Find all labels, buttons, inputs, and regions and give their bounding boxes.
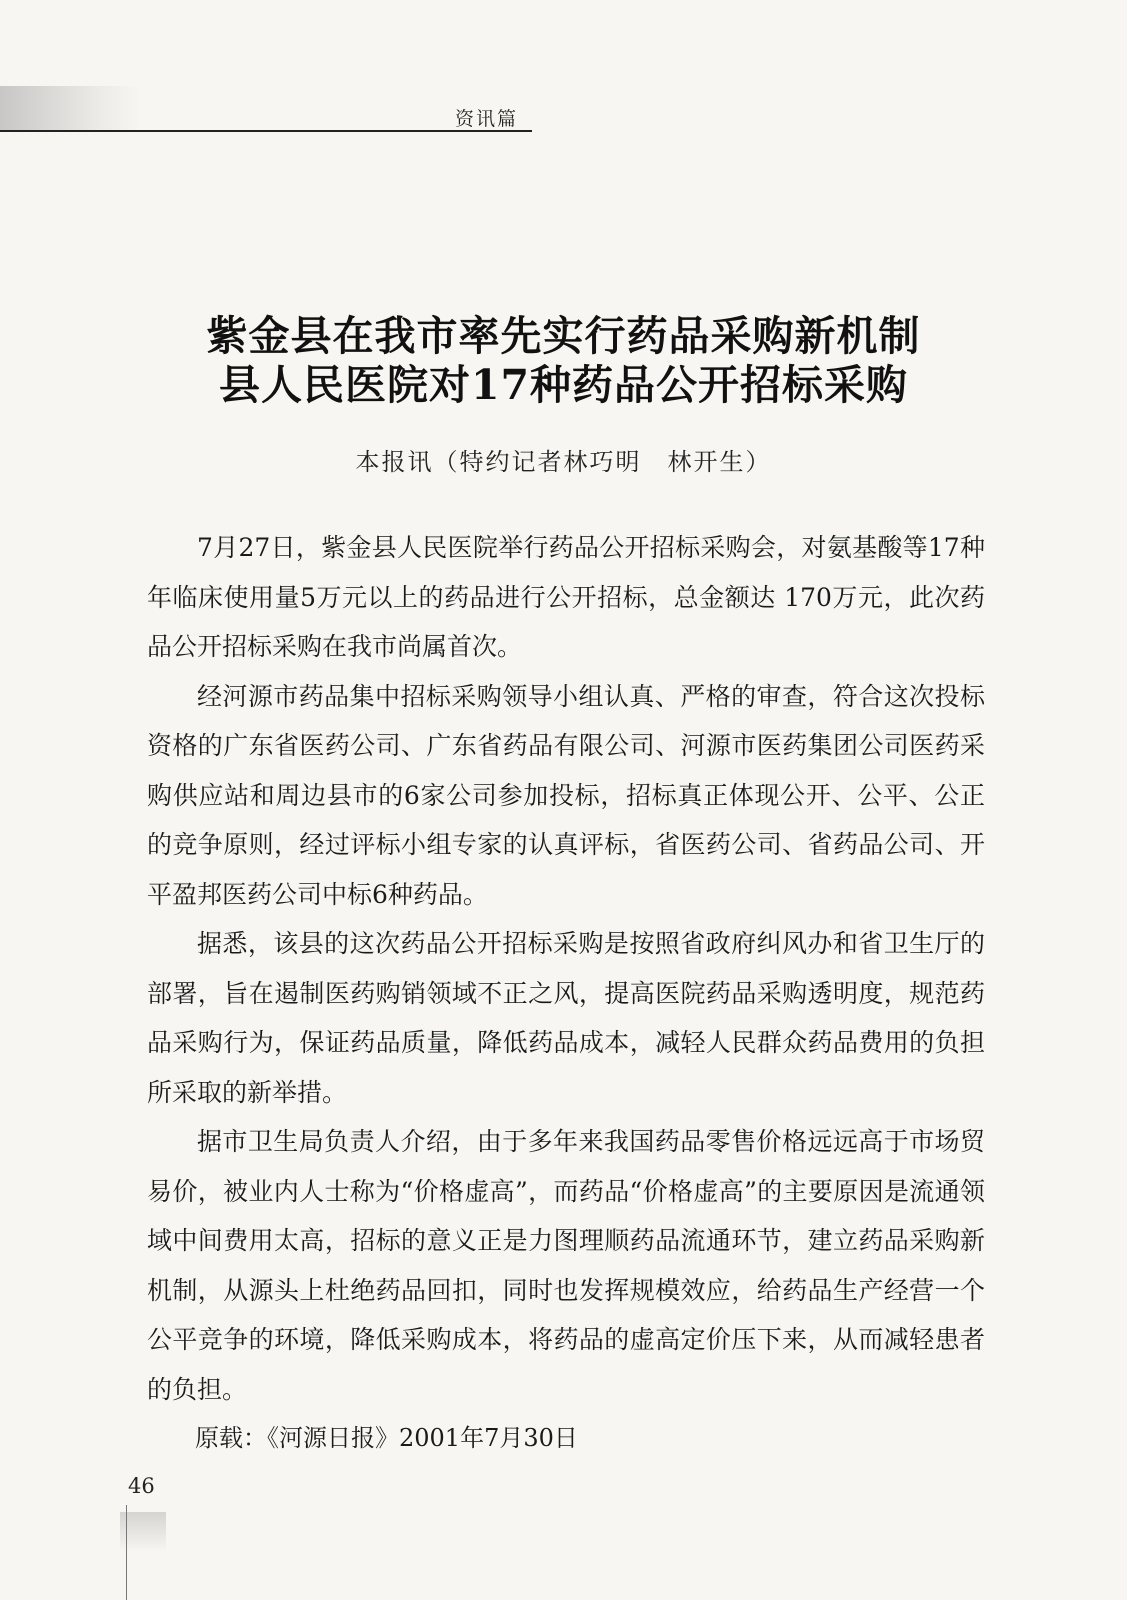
paragraph-2: 经河源市药品集中招标采购领导小组认真、严格的审查，符合这次投标资格的广东省医药公司、广东省药品有限公司、河源市医药集团公司医药采购供应站和周边县市的6家公司参加投标，招标真正体现公开、公平、公正的竞争原则，经过评标小组专家的认真评标，省医药公司、省药品公司、开平盈邦医药公司中标6种药品。 [147, 681, 985, 909]
header-rule [0, 130, 532, 132]
source-note: 原载：《河源日报》2001年7月30日 [195, 1424, 578, 1452]
paragraph-4: 据市卫生局负责人介绍，由于多年来我国药品零售价格远远高于市场贸易价，被业内人士称为“价格虚高”，而药品“价格虚高”的主要原因是流通领域中间费用太高，招标的意义正是力图理顺药品流通环节，建立药品采购新机制，从源头上杜绝药品回扣，同时也发挥规模效应，给药品生产经营一个公平竞争的环境，降低采购成本，将药品的虚高定价压下来，从而减轻患者的负担。 [147, 1127, 985, 1404]
section-label: 资讯篇 [455, 108, 519, 130]
article-body [147, 523, 985, 1464]
page-number: 46 [128, 1474, 155, 1498]
article-title-line2: 县人民医院对17种药品公开招标采购 [218, 361, 909, 409]
article-byline: 本报讯（特约记者林巧明 林开生） [355, 448, 772, 476]
paragraph-1: 7月27日，紫金县人民医院举行药品公开招标采购会，对氨基酸等17种年临床使用量5万元以上的药品进行公开招标，总金额达 170万元，此次药品公开招标采购在我市尚属首次。 [147, 533, 985, 661]
scan-shading-top [0, 86, 140, 130]
gutter-line [126, 1505, 127, 1600]
article-title-line1: 紫金县在我市率先实行药品采购新机制 [206, 312, 921, 360]
paragraph-3: 据悉，该县的这次药品公开招标采购是按照省政府纠风办和省卫生厅的部署，旨在遏制医药购销领域不正之风，提高医院药品采购透明度，规范药品采购行为，保证药品质量，降低药品成本，减轻人民群众药品费用的负担所采取的新举措。 [147, 929, 985, 1107]
